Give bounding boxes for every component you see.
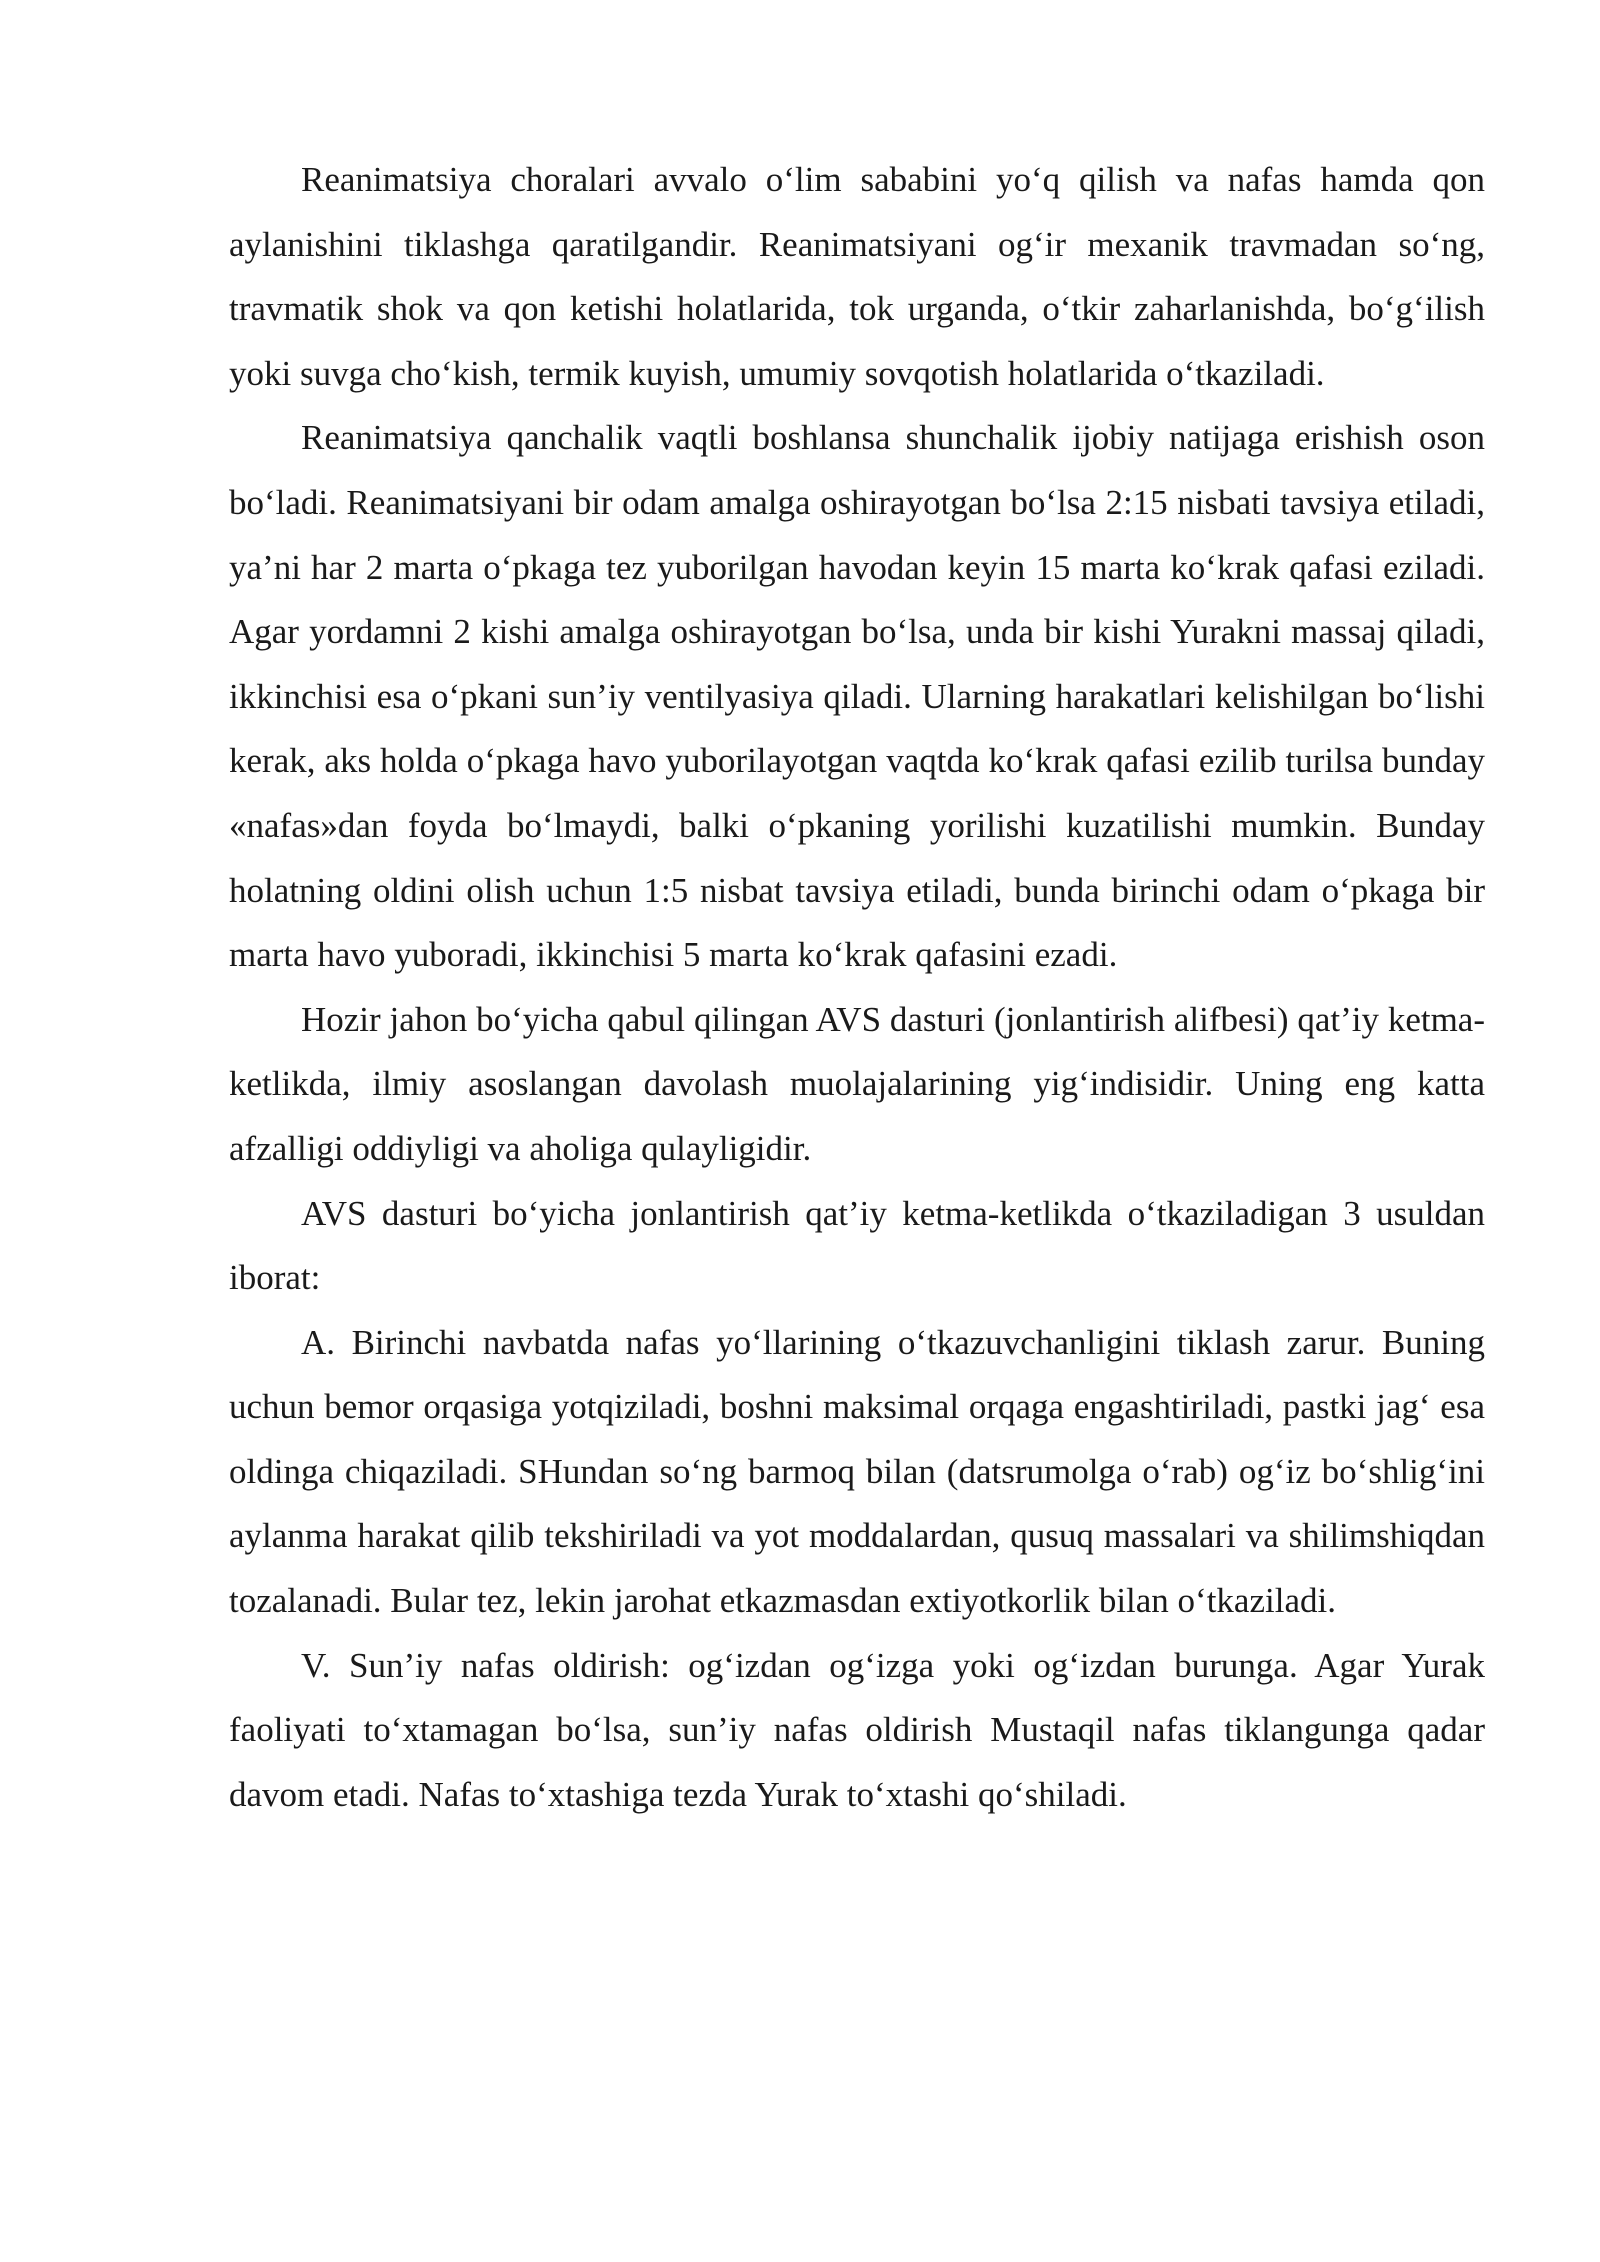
paragraph-reanimation-goals: Reanimatsiya choralari avvalo o‘lim sababini yo‘q qilish va nafas hamda qon aylanishini tiklashga qaratilgandir. Reanimatsiyani og‘ir mexanik travmadan so‘ng, travmatik shok va qon ketishi holatlarida, tok urganda, o‘tkir zaharlanishda, bo‘g‘ilish yoki suvga cho‘kish, termik kuyish, umumiy sovqotish holatlarida o‘tkaziladi.: [229, 160, 1485, 393]
paragraph-timing-and-ratios: Reanimatsiya qanchalik vaqtli boshlansa shunchalik ijobiy natijaga erishish oson bo‘ladi. Reanimatsiyani bir odam amalga oshirayotgan bo‘lsa 2:15 nisbati tavsiya etiladi, ya’ni har 2 marta o‘pkaga tez yuborilgan havodan keyin 15 marta ko‘krak qafasi eziladi. Agar yordamni 2 kishi amalga oshirayotgan bo‘lsa, unda bir kishi Yurakni massaj qiladi, ikkinchisi esa o‘pkani sun’iy ventilyasiya qiladi. Ularning harakatlari kelishilgan bo‘lishi kerak, aks holda o‘pkaga havo yuborilayotgan vaqtda ko‘krak qafasi ezilib turilsa bunday «nafas»dan foyda bo‘lmaydi, balki o‘pkaning yorilishi kuzatilishi mumkin. Bunday holatning oldini olish uchun 1:5 nisbat tavsiya etiladi, bunda birinchi odam o‘pkaga bir marta havo yuboradi, ikkinchisi 5 marta ko‘krak qafasini ezadi.: [229, 418, 1485, 975]
paragraph-airway: A. Birinchi navbatda nafas yo‘llarining o‘tkazuvchanligini tiklash zarur. Buning uchun bemor orqasiga yotqiziladi, boshni maksimal orqaga engashtiriladi, pastki jag‘ esa oldinga chiqaziladi. SHundan so‘ng barmoq bilan (datsrumolga o‘rab) og‘iz bo‘shlig‘ini aylanma harakat qilib tekshiriladi va yot moddalardan, qusuq massalari va shilimshiqdan tozalanadi. Bular tez, lekin jarohat etkazmasdan extiyotkorlik bilan o‘tkaziladi.: [229, 1322, 1485, 1621]
paragraph-artificial-respiration: V. Sun’iy nafas oldirish: og‘izdan og‘izga yoki og‘izdan burunga. Agar Yurak faoliyati to‘xtamagan bo‘lsa, sun’iy nafas oldirish Mustaqil nafas tiklangunga qadar davom etadi. Nafas to‘xtashiga tezda Yurak to‘xtashi qo‘shiladi.: [229, 1645, 1485, 1814]
body-text: [229, 148, 1485, 1827]
paragraph-avs-program: Hozir jahon bo‘yicha qabul qilingan AVS dasturi (jonlantirish alifbesi) qat’iy ketma-ketlikda, ilmiy asoslangan davolash muolajalarining yig‘indisidir. Uning eng katta afzalligi oddiyligi va aholiga qulayligidir.: [229, 999, 1485, 1168]
paragraph-avs-methods: AVS dasturi bo‘yicha jonlantirish qat’iy ketma-ketlikda o‘tkaziladigan 3 usuldan iborat:: [229, 1193, 1485, 1298]
